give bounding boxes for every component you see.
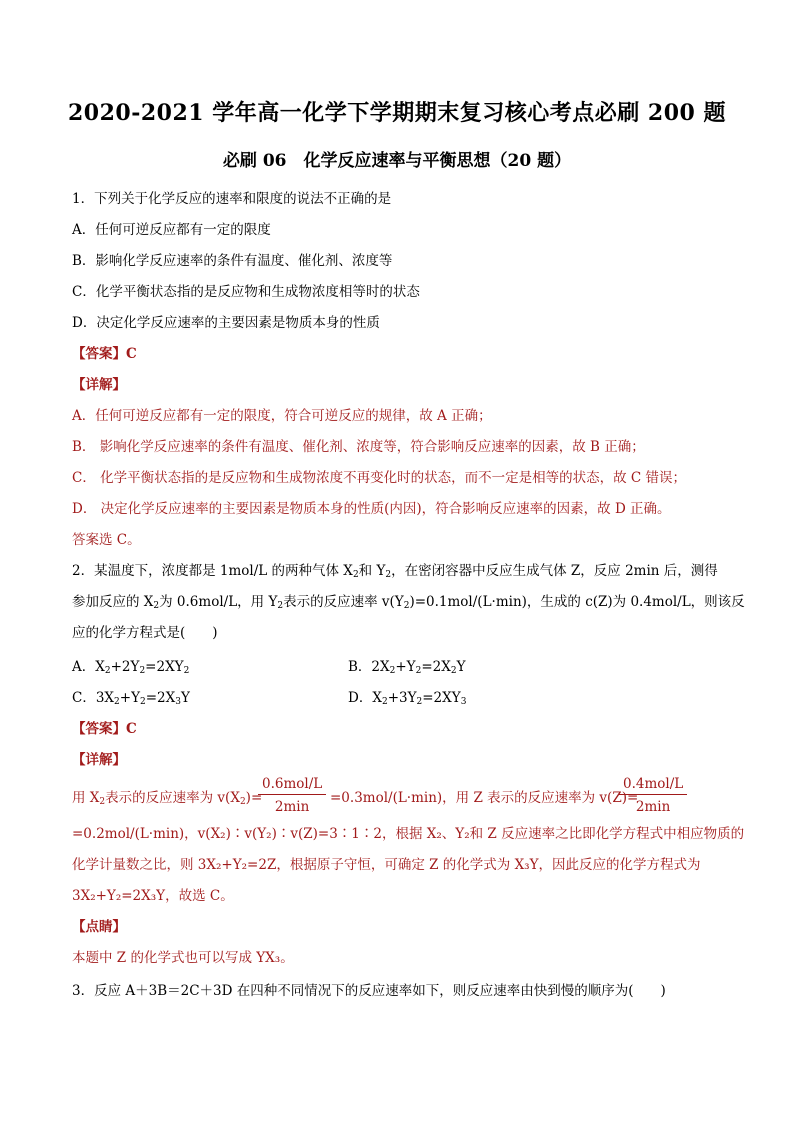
fraction-denominator: 2min <box>274 799 310 815</box>
q2-option-a: A．$X_2+2Y_2=2XY_2$ <box>72 659 190 676</box>
q1-conclusion: 答案选 C。 <box>72 532 141 548</box>
q2-option-b: B．$2X_2+Y_2=2X_2Y$ <box>348 659 466 676</box>
q2-stem-line-2: 参加反应的 $X_2$为 0.6mol/L，用 $Y_2$表示的反应速率 $v(Y_2)=0.1mol/(L\cdot\min)$，生成的 c(Z)为 0.4mol/L，则该反 <box>72 594 745 611</box>
q1-explain-c: C． 化学平衡状态指的是反应物和生成物浓度不再变化时的状态，而不一定是相等的状态，故 C 错误； <box>72 470 687 486</box>
q2-stem-line-1: 2．某温度下，浓度都是 1mol/L 的两种气体 $X_2$和 $Y_2$，在密闭容器中反应生成气体 Z，反应 2min 后，测得 <box>72 563 718 580</box>
q1-explain-b: B． 影响化学反应速率的条件有温度、催化剂、浓度等，符合影响反应速率的因素，故 B 正确； <box>72 439 645 455</box>
q2-fraction-z <box>619 776 687 815</box>
q2-detail-tag: 【详解】 <box>72 752 126 768</box>
q2-fraction-x2 <box>258 776 326 815</box>
q1-detail-tag: 【详解】 <box>72 377 126 393</box>
fraction-numerator: 0.4mol/L <box>619 776 687 795</box>
q3-stem: 3．反应 A＋3B＝2C＋3D 在四种不同情况下的反应速率如下，则反应速率由快到慢的顺序为( ) <box>72 983 666 999</box>
q1-option-a: A．任何可逆反应都有一定的限度 <box>72 222 271 238</box>
q1-stem: 1．下列关于化学反应的速率和限度的说法不正确的是 <box>72 191 392 207</box>
q2-stem-line-3: 应的化学方程式是( ) <box>72 625 218 641</box>
q2-tip-tag: 【点睛】 <box>72 919 126 935</box>
document-subtitle: 必刷 06 化学反应速率与平衡思想（20 题） <box>222 151 572 171</box>
q2-explain-line-1: 用 $X_2$表示的反应速率为 $v(X_2)=$ <box>72 790 263 807</box>
q2-explain-line-4: 3X₂+Y₂=2X₃Y，故选 C。 <box>72 888 234 904</box>
document-title: 2020-2021 学年高一化学下学期期末复习核心考点必刷 200 题 <box>68 100 726 126</box>
fraction-numerator: 0.6mol/L <box>258 776 326 795</box>
q2-explain-line-1b: =0.3mol/(L·min)，用 Z 表示的反应速率为 v(Z)= <box>330 790 639 806</box>
q2-explain-line-2: =0.2mol/(L·min)，v(X₂)∶v(Y₂)∶v(Z)=3∶1∶2，根据 X₂、Y₂和 Z 反应速率之比即化学方程式中相应物质的 <box>72 826 745 842</box>
q2-option-c: C．$3X_2+Y_2=2X_3Y$ <box>72 690 190 707</box>
q2-answer: 【答案】C <box>72 721 137 737</box>
q1-answer: 【答案】C <box>72 346 137 362</box>
q1-explain-d: D． 决定化学反应速率的主要因素是物质本身的性质(内因)，符合影响反应速率的因素，故 D 正确。 <box>72 501 671 517</box>
q2-explain-line-3: 化学计量数之比，则 3X₂+Y₂=2Z，根据原子守恒，可确定 Z 的化学式为 X₃Y，因此反应的化学方程式为 <box>72 857 701 873</box>
q2-tip: 本题中 Z 的化学式也可以写成 YX₃。 <box>72 950 294 966</box>
q1-option-c: C．化学平衡状态指的是反应物和生成物浓度相等时的状态 <box>72 284 420 300</box>
fraction-denominator: 2min <box>635 799 671 815</box>
q1-explain-a: A．任何可逆反应都有一定的限度，符合可逆反应的规律，故 A 正确； <box>72 408 492 424</box>
q2-option-d: D．$X_2+3Y_2=2XY_3$ <box>348 690 467 707</box>
q1-option-b: B．影响化学反应速率的条件有温度、催化剂、浓度等 <box>72 253 393 269</box>
q1-option-d: D．决定化学反应速率的主要因素是物质本身的性质 <box>72 315 380 331</box>
